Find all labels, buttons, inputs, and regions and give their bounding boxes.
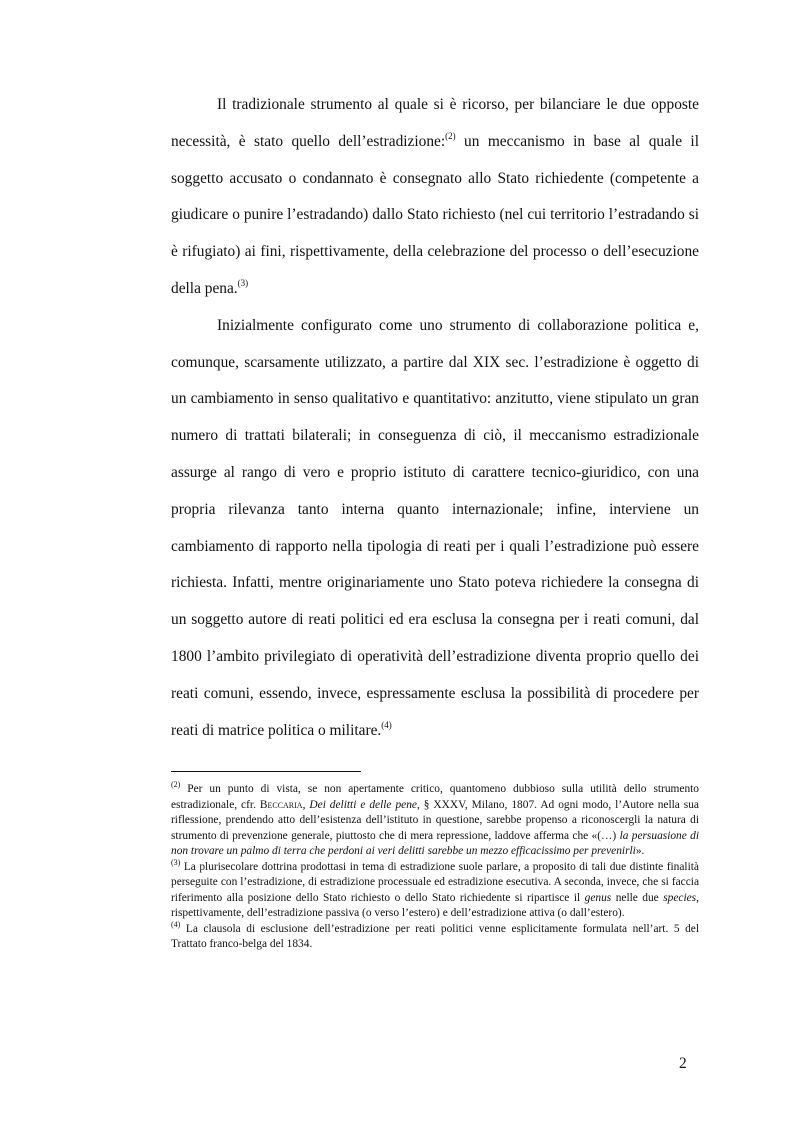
footnote-2 (171, 782, 699, 860)
footnote-ref-4[interactable]: (4) (381, 719, 392, 730)
latin-term: species (663, 891, 697, 904)
footnote-text: nelle due (611, 891, 664, 904)
cited-author: Beccaria (259, 798, 303, 811)
footnote-separator (171, 771, 361, 772)
footnote-text: La clausola di esclusione dell’estradizione per reati politici venne esplicitamente formulata nell’art. 5 del Trattato franco-belga del 1834. (171, 922, 699, 951)
paragraph-2-text: Inizialmente configurato come uno strumento di collaborazione politica e, comunque, scarsamente utilizzato, a partire dal XIX sec. l’estradizione è oggetto di un cambiamento in senso qualitativo e quantitativo: anzitutto, viene stipulato un gran numero di trattati bilaterali; in conseguenza di ciò, il meccanismo estradizionale assurge al rango di vero e proprio istituto di carattere tecnico-giuridico, con una propria rilevanza tanto interna quanto internazionale; infine, interviene un cambiamento di rapporto nella tipologia di reati per i quali l’estradizione può essere richiesta. Infatti, mentre originariamente uno Stato poteva richiedere la consegna di un soggetto autore di reati politici ed era esclusa la consegna per i reati comuni, dal 1800 l’ambito privilegiato di operatività dell’estradizione diventa proprio quello dei reati comuni, essendo, invece, espressamente esclusa la possibilità di procedere per reati di matrice politica o militare. (171, 316, 699, 739)
footnote-3 (171, 857, 699, 922)
footnote-marker: (4) (171, 919, 181, 929)
footnote-marker: (3) (171, 857, 181, 867)
footnote-ref-2[interactable]: (2) (445, 130, 456, 141)
footnote-4 (171, 919, 699, 953)
page-content (171, 87, 699, 953)
footnote-marker: (2) (171, 780, 181, 790)
cited-work-title: Dei delitti e delle pene (309, 798, 417, 811)
footnote-ref-3[interactable]: (3) (237, 277, 249, 288)
footnote-text: La plurisecolare dottrina prodottasi in tema di estradizione suole parlare, a proposito di tali due distinte finalità perseguite con l’estradizione, di estradizione processuale ed estradizione esecutiva. A seconda, invece, che si faccia riferimento alla posizione dello Stato richiesto o dello Stato richiedente si ripartisce il (171, 860, 699, 904)
paragraph-2 (171, 308, 699, 750)
footnote-text: ». (635, 845, 645, 858)
paragraph-1-text-b: un meccanismo in base al quale il soggetto accusato o condannato è consegnato allo Stato richiedente (competente a giudicare o punire l’estradando) dallo Stato richiesto (nel cui territorio l’estradando si è rifugiato) ai fini, rispettivamente, della celebrazione del processo o dell’esecuzione della pena. (171, 132, 699, 297)
quotation: la persuasione di non trovare un palmo di terra che perdoni ai veri delitti sarebbe un mezzo efficacissimo per prevenirli (171, 829, 699, 858)
footnote-text: Per un punto di vista, se non apertamente critico, quantomeno dubbioso sulla utilità dello strumento estradizionale, cfr. (171, 783, 699, 811)
page-number: 2 (679, 1055, 687, 1072)
footnote-text: , (302, 798, 310, 811)
paragraph-1-text-a: Il tradizionale strumento al quale si è ricorso, per bilanciare le due opposte necessità, è stato quello dell’estradizione: (171, 96, 699, 150)
latin-term: genus (584, 891, 612, 904)
footnote-text: , § XXXV, Milano, 1807. Ad ogni modo, l’Autore nella sua riflessione, prendendo atto dell’esistenza dell’istituto in questione, sarebbe propenso a riconoscergli la natura di strumento di prevenzione generale, piuttosto che di mera repressione, laddove afferma che «(…) (171, 798, 699, 842)
footnote-text: , rispettivamente, dell’estradizione passiva (o verso l’estero) e dell’estradizione attiva (o dall’estero). (171, 891, 699, 920)
body-text (171, 87, 699, 749)
footnotes (171, 782, 699, 953)
paragraph-1 (171, 87, 699, 308)
